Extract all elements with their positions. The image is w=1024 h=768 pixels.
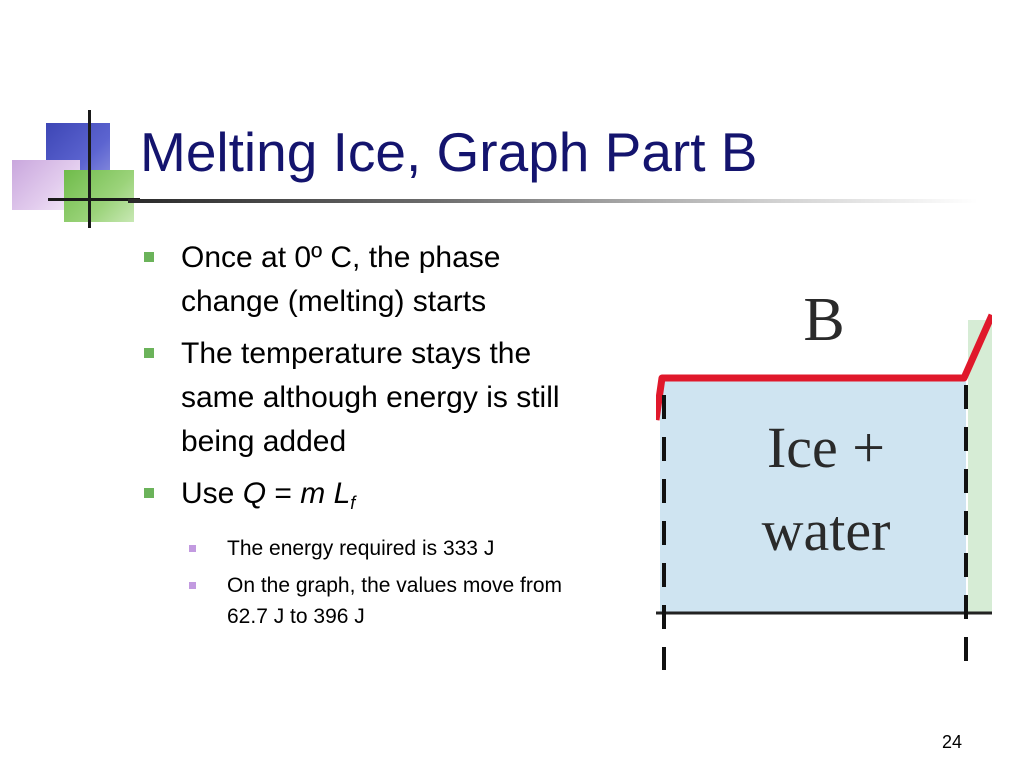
formula-prefix: Use: [181, 477, 243, 510]
sub-bullet-text: The energy required is 333 J: [227, 537, 495, 560]
region-label-b: B: [803, 286, 845, 354]
sub-bullet-list: [144, 533, 604, 632]
formula-l: L: [333, 477, 351, 510]
graph-excerpt: [656, 220, 992, 690]
slide-title: Melting Ice, Graph Part B: [140, 121, 758, 183]
sub-bullet-item: [189, 533, 604, 564]
formula-equals: =: [266, 477, 301, 510]
title-underline: [128, 199, 978, 203]
region-text-line2: water: [761, 498, 891, 563]
formula-space: [325, 477, 333, 510]
bullet-text: The temperature stays the same although energy is still being added: [181, 337, 560, 458]
sub-bullet-marker: [189, 545, 196, 552]
region-text-line1: Ice +: [766, 415, 886, 480]
sub-bullet-text: On the graph, the values move from 62.7 J to 396 J: [227, 574, 563, 628]
horizontal-crossline: [48, 198, 140, 201]
vertical-crossline: [88, 110, 91, 228]
green-square-decoration: [64, 170, 134, 222]
formula-subscript: f: [350, 493, 356, 513]
page-number: 24: [942, 732, 963, 752]
formula-q: Q: [242, 477, 267, 510]
sub-bullet-item: [189, 570, 604, 632]
bullet-text: Once at 0º C, the phase change (melting) starts: [181, 241, 501, 318]
bullet-marker: [144, 348, 154, 358]
bullet-marker: [144, 252, 154, 262]
bullet-item: [144, 332, 604, 464]
bullet-list: [144, 236, 604, 638]
formula-m: m: [300, 477, 326, 510]
bullet-item: [144, 236, 604, 324]
corner-decoration: [0, 0, 150, 240]
bullet-marker: [144, 488, 154, 498]
formula-bullet: [144, 472, 604, 525]
sub-bullet-marker: [189, 582, 196, 589]
